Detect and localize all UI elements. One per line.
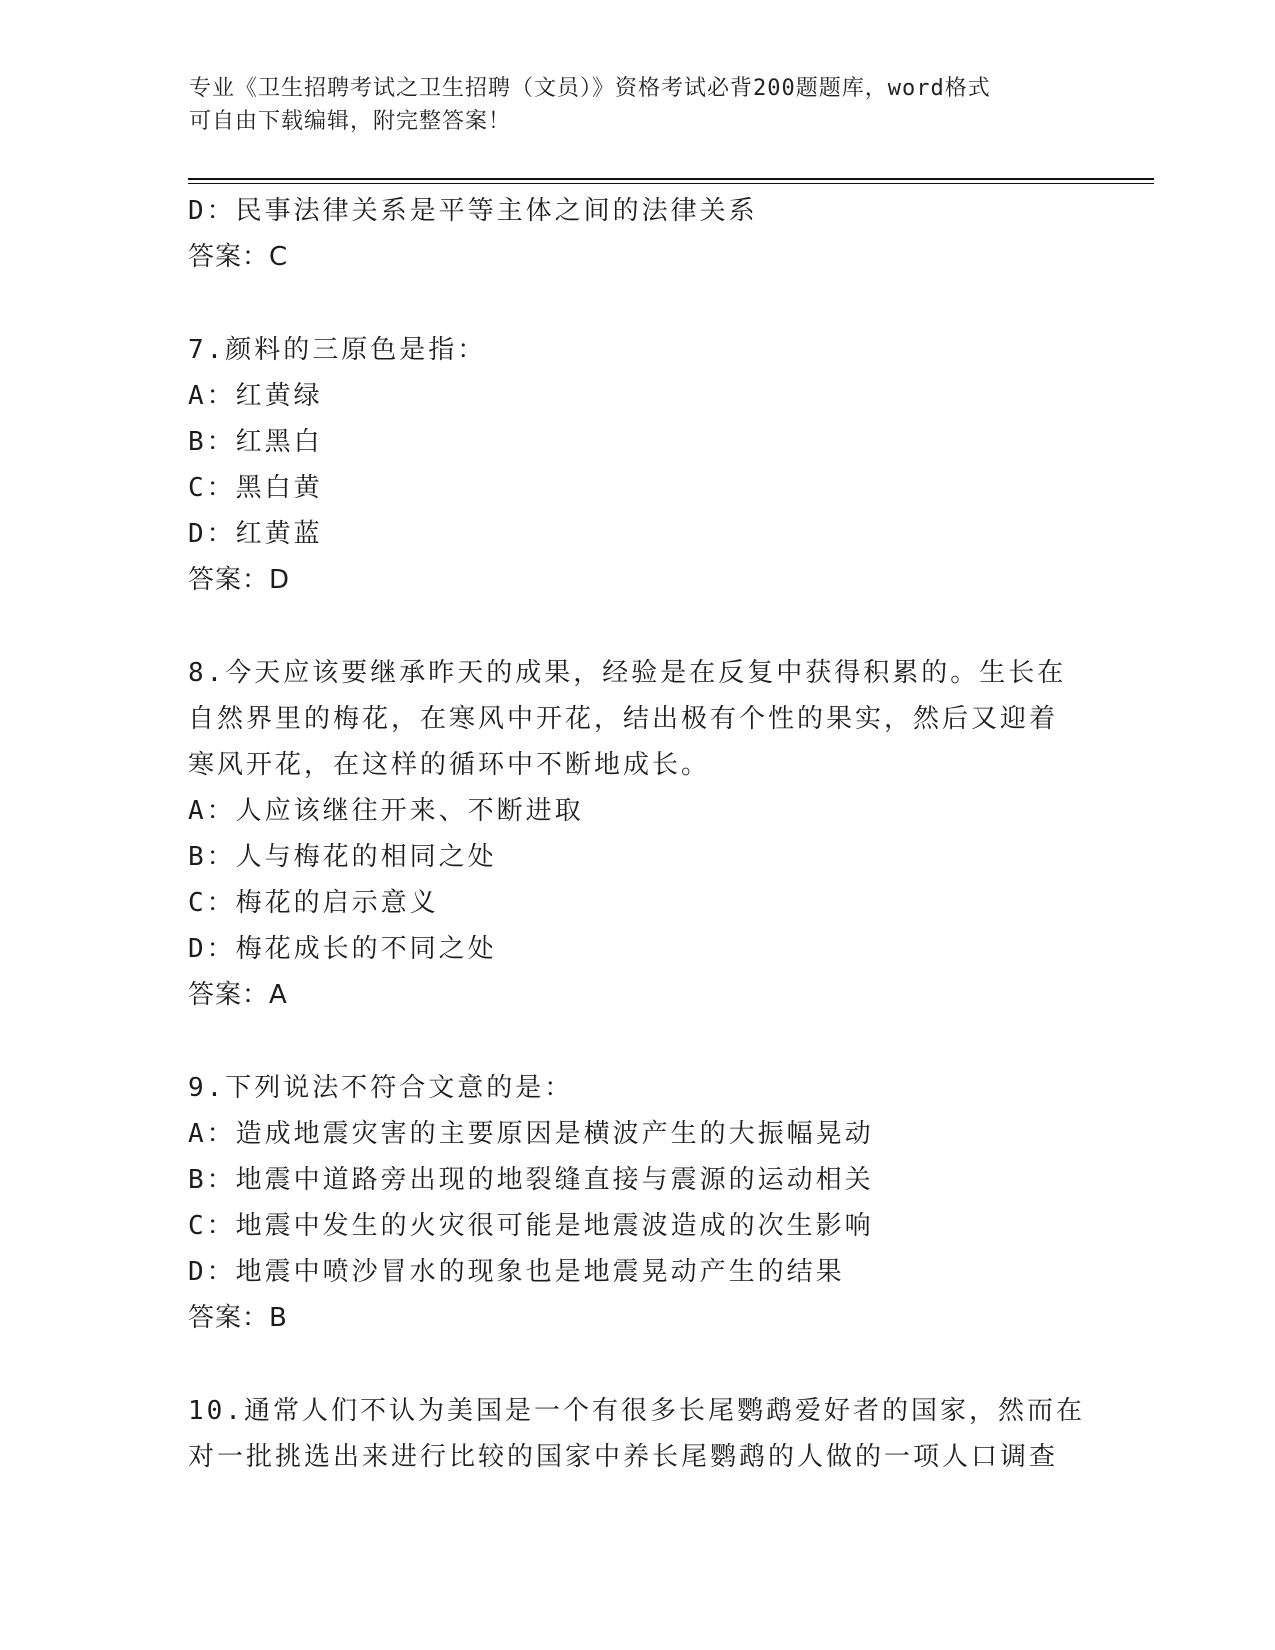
option-d: D：地震中喷沙冒水的现象也是地震晃动产生的结果 [188, 1257, 845, 1287]
option-a: A：人应该继往开来、不断进取 [188, 796, 584, 826]
question-stem: 自然界里的梅花，在寒风中开花，结出极有个性的果实，然后又迎着 [188, 704, 1059, 734]
answer-line: 答案：C [188, 242, 289, 272]
option-d: D：梅花成长的不同之处 [188, 934, 497, 964]
option-c: C：黑白黄 [188, 473, 323, 503]
question-stem: 8.今天应该要继承昨天的成果，经验是在反复中获得积累的。生长在 [188, 658, 1067, 688]
header-divider-thick [188, 178, 1154, 180]
question-10 [188, 1388, 1088, 1480]
option-b: B：人与梅花的相同之处 [188, 842, 497, 872]
document-body [188, 188, 1088, 1480]
option-d: D：民事法律关系是平等主体之间的法律关系 [188, 196, 758, 226]
option-a: A：红黄绿 [188, 381, 323, 411]
header-line-1: 专业《卫生招聘考试之卫生招聘（文员）》资格考试必背200题题库，word格式 [189, 76, 991, 101]
answer-line: 答案：D [188, 565, 291, 595]
option-d: D：红黄蓝 [188, 519, 323, 549]
question-9 [188, 1065, 1088, 1341]
document-header [189, 72, 1089, 138]
option-b: B：红黑白 [188, 427, 323, 457]
question-7 [188, 327, 1088, 603]
question-stem: 10.通常人们不认为美国是一个有很多长尾鹦鹉爱好者的国家，然而在 [188, 1396, 1085, 1426]
question-stem: 9.下列说法不符合文意的是： [188, 1073, 574, 1103]
answer-line: 答案：A [188, 980, 288, 1010]
header-divider-thin [188, 183, 1154, 184]
question-stem: 7.颜料的三原色是指： [188, 335, 487, 365]
option-b: B：地震中道路旁出现的地裂缝直接与震源的运动相关 [188, 1165, 874, 1195]
option-a: A：造成地震灾害的主要原因是横波产生的大振幅晃动 [188, 1119, 874, 1149]
header-line-2: 可自由下载编辑，附完整答案！ [189, 109, 512, 134]
question-8 [188, 650, 1088, 1018]
option-c: C：地震中发生的火灾很可能是地震波造成的次生影响 [188, 1211, 874, 1241]
previous-question-tail [188, 188, 1088, 280]
question-stem: 对一批挑选出来进行比较的国家中养长尾鹦鹉的人做的一项人口调查 [188, 1442, 1059, 1472]
option-c: C：梅花的启示意义 [188, 888, 439, 918]
answer-line: 答案：B [188, 1303, 288, 1333]
question-stem: 寒风开花，在这样的循环中不断地成长。 [188, 750, 711, 780]
